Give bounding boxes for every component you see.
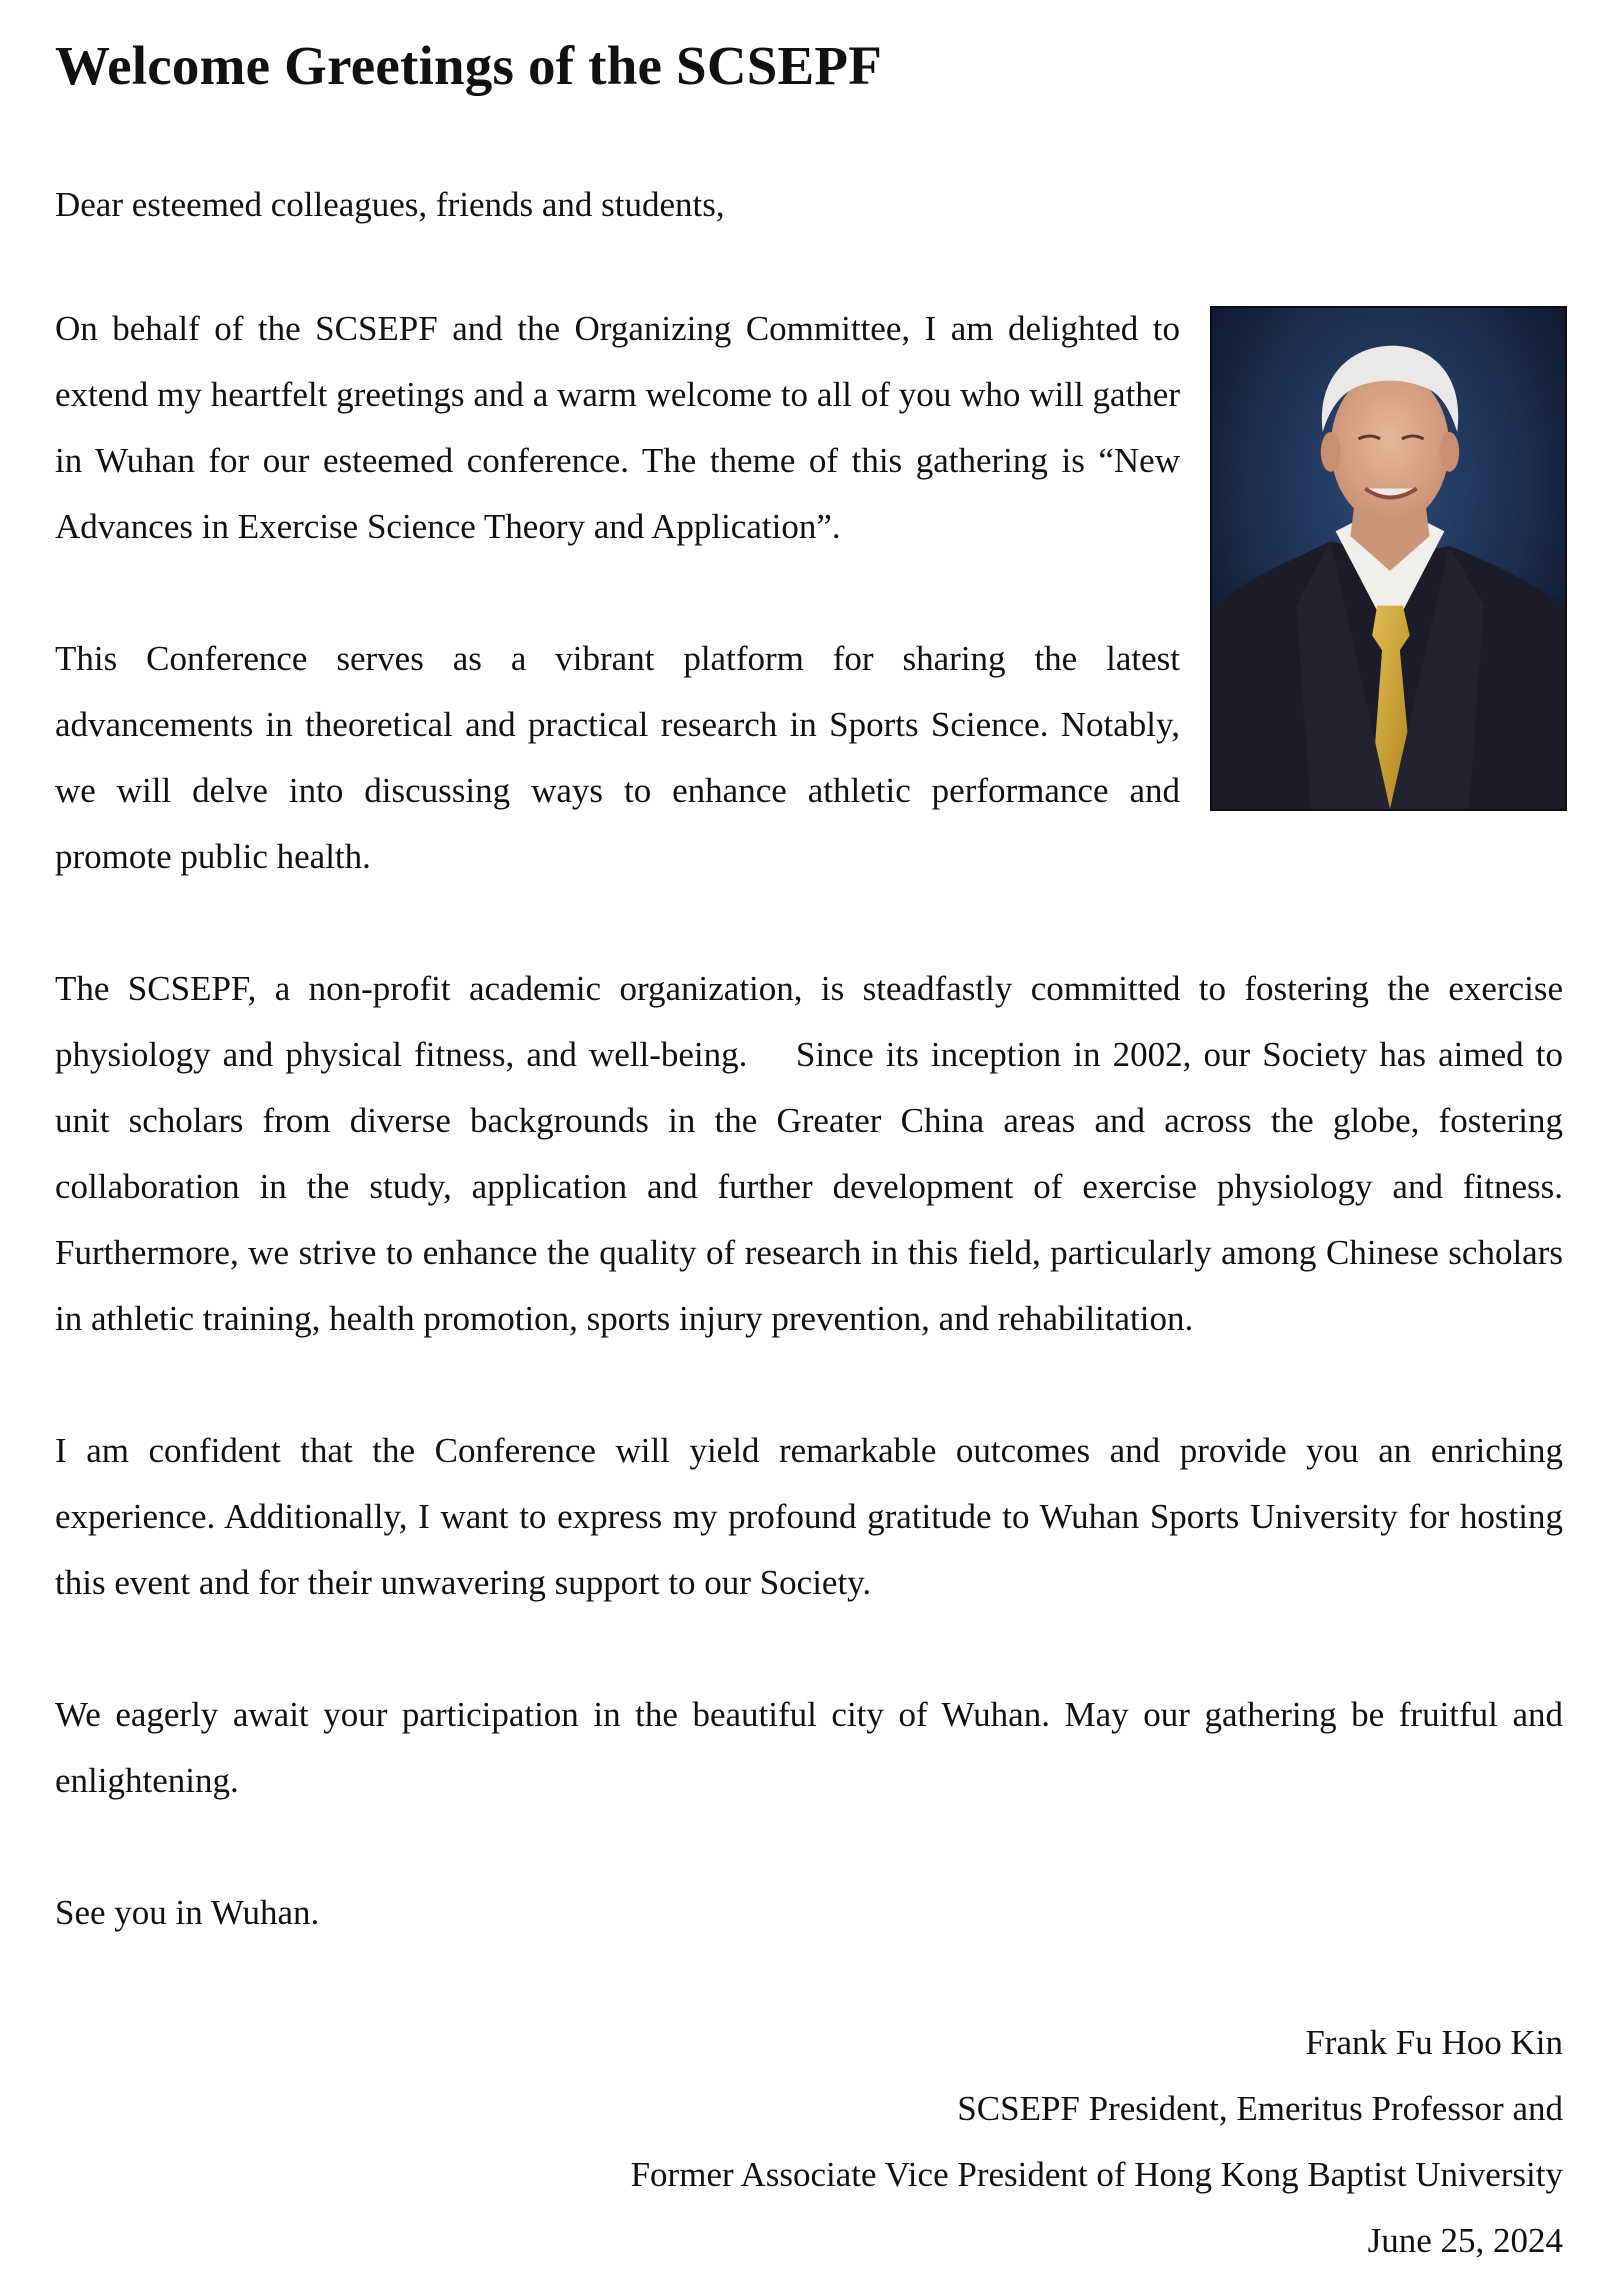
signature-title-line-1: SCSEPF President, Emeritus Professor and: [957, 2089, 1563, 2128]
signature-title-line-2: Former Associate Vice President of Hong Kong Baptist University: [630, 2155, 1563, 2194]
salutation: Dear esteemed colleagues, friends and students,: [55, 185, 725, 224]
paragraph-welcome: On behalf of the SCSEPF and the Organizing Committee, I am delighted to extend my heartfelt greetings and a warm welcome to all of you who will gather in Wuhan for our esteemed conference. The theme of this gathering is “New Advances in Exercise Science Theory and Application”.: [55, 309, 1180, 546]
signature-name: Frank Fu Hoo Kin: [1305, 2023, 1563, 2062]
signature-date: June 25, 2024: [1367, 2221, 1563, 2260]
page-title: Welcome Greetings of the SCSEPF: [55, 35, 883, 96]
closing-line: See you in Wuhan.: [55, 1893, 320, 1932]
president-portrait-photo: [1210, 306, 1567, 811]
paragraph-organization: The SCSEPF, a non-profit academic organization, is steadfastly committed to fostering the exercise physiology and physical fitness, and well-being. Since its inception in 2002, our Society has aimed to unit scholars from diverse backgrounds in the Greater China areas and across the globe, fostering collaboration in the study, application and further development of exercise physiology and fitness. Furthermore, we strive to enhance the quality of research in this field, particularly among Chinese scholars in athletic training, health promotion, sports injury prevention, and rehabilitation.: [55, 969, 1572, 1338]
portrait-illustration: [1212, 308, 1565, 809]
paragraph-conference-platform: This Conference serves as a vibrant platform for sharing the latest advancements in theoretical and practical research in Sports Science. Notably, we will delve into discussing ways to enhance athletic performance and promote public health.: [55, 639, 1180, 876]
paragraph-gratitude: I am confident that the Conference will yield remarkable outcomes and provide you an enriching experience. Additionally, I want to express my profound gratitude to Wuhan Sports University for hosting this event and for their unwavering support to our Society.: [55, 1431, 1563, 1602]
paragraph-invitation: We eagerly await your participation in the beautiful city of Wuhan. May our gathering be fruitful and enlightening.: [55, 1695, 1563, 1800]
signature-block: [55, 2010, 1563, 2274]
